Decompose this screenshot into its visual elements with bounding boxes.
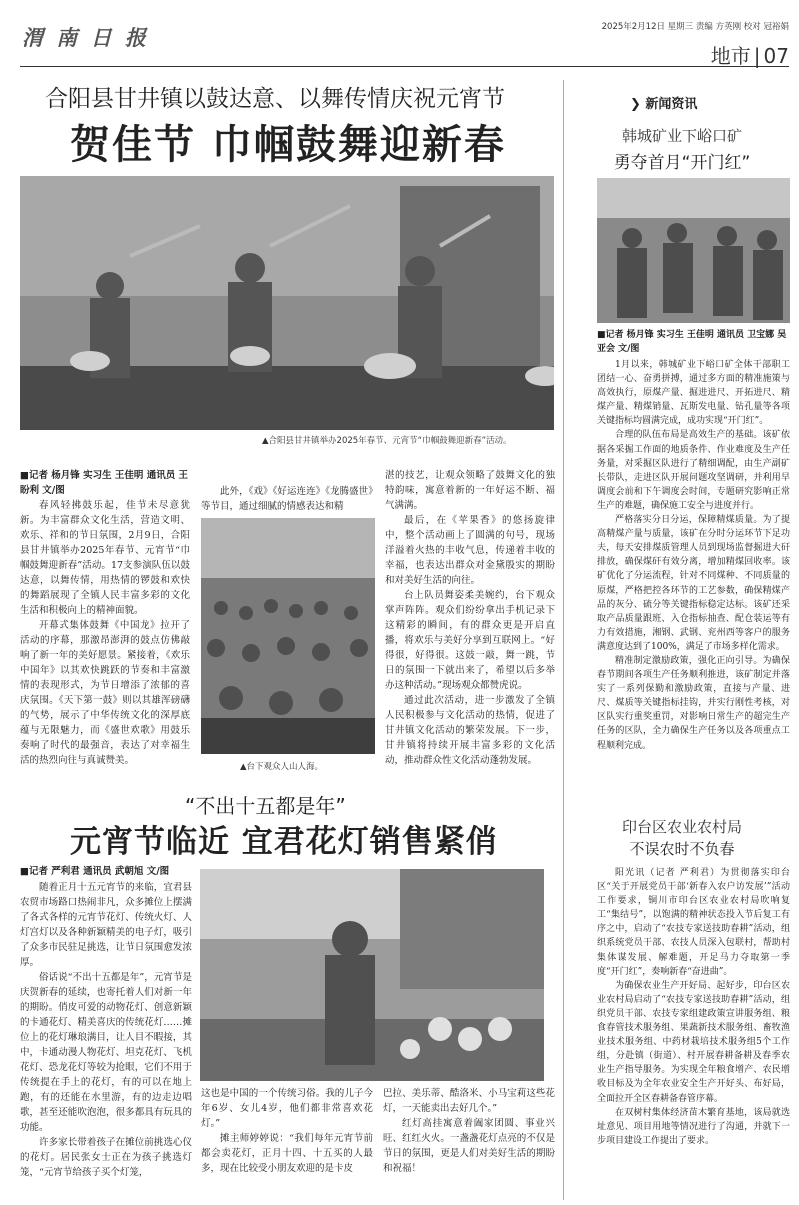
second-subtitle: “不出十五都是年” — [185, 794, 346, 818]
lantern-photo — [200, 869, 544, 1081]
second-column-2 — [201, 1086, 373, 1176]
second-col2-para-2: 摊主师婷婷说：“我们每年元宵节前都会卖花灯，正月十四、十五买的人最多，现在比较受小朋友欢迎的是卡皮 — [201, 1133, 373, 1174]
second-col1-para-1: 随着正月十五元宵节的来临，宜君县农贸市场路口热闹非凡，众多摊位上摆满了各式各样的元宵节花灯、传统火灯、人灯宫灯以及各种新颖精美的电子灯，吸引了众多市民驻足挑选，让节日氛围愈发浓厚。 — [20, 882, 192, 968]
sidebar-story2-para-1: 阳光讯（记者 严利君）为贯彻落实印台区“关于开展党员干部‘新春入农户访发展’”活动工作要求，铜川市印台区农业农村局吹响复工“集结号”，以饱满的精神状态投入节后复工有序之中，启动了“农技专家送技助春耕”活动，组织系统党员干部、农技人员深入包联村，帮助村集体谋发展、解难题，开足马力夺取第一季度“开门红”，奏响新春“奋进曲”。 — [597, 868, 790, 977]
chevron-right-icon: ❯ — [630, 97, 646, 112]
sidebar-story2-body — [597, 866, 790, 1148]
sidebar-story1-byline: ■记者 杨月锋 实习生 王佳明 通讯员 卫宝娜 吴亚会 文/图 — [597, 330, 787, 354]
lead-subtitle: 合阳县甘井镇以鼓达意、以舞传情庆祝元宵节 — [45, 86, 505, 112]
lead-photo-caption: ▲合阳县甘井镇举办2025年春节、元宵节“巾帼鼓舞迎新春”活动。 — [262, 436, 512, 446]
crowd-photo-caption: ▲台下观众人山人海。 — [240, 762, 324, 772]
mine-photo — [597, 178, 790, 323]
lead-col3-para-1: 湛的技艺，让观众领略了鼓舞文化的独特韵味，寓意着新的一年好运不断、福气满满。 — [385, 470, 555, 511]
sidebar-story2-para-2: 为确保农业生产开好局、起好步，印台区农业农村局启动了“农技专家送技助春耕”活动，组织党员干部、农技专家组建政策宣讲服务组、粮食春管技术服务组、果蔬新技术服务组、畜牧渔业技术服务组、中药材栽培技术服务组5个工作组，分赴镇（街道）、村开展春耕备耕及春季农业生产指导服务。为实现全年粮食增产、农民增收目标及为全年农业安全生产开好头、布好局，全面拉开全区春耕备春管序幕。 — [597, 980, 790, 1104]
second-col2-para-1: 这也是中国的一个传统习俗。我的儿子今年6岁、女儿4岁，他们都非常喜欢花灯。” — [201, 1088, 373, 1129]
sidebar-label: ❯ 新闻资讯 — [630, 97, 698, 112]
section-name: 地市 — [710, 44, 751, 68]
newspaper-logo: 渭 南 日 报 — [22, 25, 149, 50]
sidebar-story1-para-4: 精准制定激励政策，强化正向引导。为确保春节期间各项生产任务顺利推进，该矿制定并落实了一系列保勤和激励政策，直接与产量、进尺、煤质等关键指标挂钩，并实行刚性考核，对区队实行重奖重罚，对影响日常生产的超完生产任务的区队，全力确保生产任务以及各项重点工程顺利完成。 — [597, 655, 790, 751]
sidebar-story1-title: 勇夺首月“开门红” — [613, 153, 751, 173]
sidebar-story1-kicker: 韩城矿业下峪口矿 — [621, 127, 742, 145]
sidebar-story1-para-2: 合理的队伍布局是高效生产的基础。该矿依据各采掘工作面的地质条件、作业难度及生产任务量，对采掘区队进行了精细调配，由生产副矿长带队，走进区队开展问题攻坚调研，并利用早调度会前和下午调度会时间，专题研究影响正常生产的难题，确保施工安全与进度并行。 — [597, 430, 790, 511]
lead-col3-para-3: 台上队员舞姿柔美婉约，台下观众掌声阵阵。观众们纷纷拿出手机记录下这精彩的瞬间，有的群众更是开启直播，将欢乐与美好分享到互联网上。“好得很，好得很。这鼓一敲，舞一跳，节日的氛围一下就出来了，希望以后多举办这种活动。”现场观众都赞虎说。 — [385, 590, 555, 691]
sidebar-story2-kicker: 印台区农业农村局 — [621, 818, 742, 836]
crowd-photo — [201, 518, 375, 754]
lead-col3-para-2: 最后，在《苹果香》的悠扬旋律中，整个活动画上了圆满的句号，现场洋溢着火热的丰收气息，传递着丰收的幸福，也表达出群众对金黛殷实的期盼和对美好生活的向往。 — [385, 515, 555, 586]
second-column-3 — [383, 1086, 555, 1176]
section-header: 地市 | 07 — [710, 44, 789, 68]
second-col3-para-2: 红灯高挂寓意着阖家团圆、事业兴旺、红红火火。一盏盏花灯点亮的不仅是节日的氛围，更是人们对美好生活的期盼和祝福！ — [383, 1118, 555, 1174]
lead-title: 贺佳节 巾帼鼓舞迎新春 — [70, 122, 506, 168]
second-title: 元宵节临近 宜君花灯销售紧俏 — [70, 824, 498, 860]
top-rule — [20, 66, 789, 67]
lead-column-3 — [385, 468, 555, 768]
lead-col3-para-4: 通过此次活动，进一步激发了全镇人民积极参与文化活动的热情，促进了甘井镇文化活动的繁荣发展。下一步，甘井镇将持续开展丰富多彩的文化活动，推动群众性文化活动蓬勃发展。 — [385, 695, 555, 766]
second-byline: ■记者 严利君 通讯员 武朝旭 文/图 — [20, 866, 170, 877]
second-column-1 — [20, 880, 192, 1180]
issue-meta: 2025年2月12日 星期三 责编 方英刚 校对 冠裕娟 — [601, 22, 789, 32]
sidebar-story1-body — [597, 358, 790, 753]
lead-col1-para-2: 开幕式集体鼓舞《中国龙》拉开了活动的序幕，那激昂澎湃的鼓点仿佛敲响了新一年的美好愿景。紧接着，《欢乐中国年》以其欢快跳跃的节奏和丰富激情的表现形式，为节日增添了浓郁的喜庆氛围。《天下第一鼓》则以其雄浑磅礴的气势，展示了中华传统文化的深厚底蕴与无限魅力，而《盛世欢歌》用鼓乐奏响了时代的最强音，表达了对幸福生活的热烈向往与真诚赞美。 — [20, 620, 190, 766]
lead-column-1 — [20, 498, 190, 768]
sidebar-story2-para-3: 在双树村集体经济苗木繁育基地，该局就选址意见、项目用地等情况进行了沟通，并就下一步项目建设工作提出了要求。 — [597, 1107, 790, 1146]
lead-byline: ■记者 杨月锋 实习生 王佳明 通讯员 王盼利 文/图 — [20, 470, 189, 496]
second-col1-para-3: 许多家长带着孩子在摊位前挑选心仪的花灯。居民张女士正在为孩子挑选灯笼，“元宵节给孩子买个灯笼， — [20, 1137, 192, 1178]
sidebar-story1-para-3: 严格落实分日分运，保障精煤质量。为了提高精煤产量与质量，该矿在分时分运环节下足功夫，每天安排煤质管理人员到现场监督掘进大矸排放，确保煤矸有效分离，增加精煤回收率。该矿优化了分运流程，针对不同煤种、不同质量的原煤，严格把控各环节的工艺参数，确保精煤产品的灰分、硫分等关键指标稳定达标。该矿还采取产品质量跟班、入仓指标抽查、配仓装运等有力有效措施，湘钢、武钢、兖州西等客户的服务满意度达到了100%，满足了市场多样化需求。 — [597, 515, 790, 652]
lead-photo — [20, 176, 554, 430]
lead-col1-para-1: 春风轻拂鼓乐起，佳节未尽意犹新。为丰富群众文化生活，营造文明、欢乐、祥和的节日氛围，2月9日，合阳县甘井镇举办2025年春节、元宵节“巾帼鼓舞迎新春”活动。17支参演队伍以鼓达意，以舞传情，用热情的锣鼓和欢快的舞蹈展现了全镇人民丰富多彩的文化生活和积极向上的精神面貌。 — [20, 500, 190, 616]
second-col3-para-1: 巴拉、美乐蒂、酷洛米、小马宝莉这些花灯，一天能卖出去好几个。” — [383, 1088, 555, 1114]
sidebar-story1-para-1: 1月以来，韩城矿业下峪口矿全体干部职工团结一心、奋勇拼搏，通过多方面的精准施策与高效执行，原煤产量、掘进进尺、开拓进尺、精煤产量、精煤销量、瓦斯发电量、钻孔量等各项关键指标均圆满完成，成功实现“开门红”。 — [597, 360, 790, 427]
second-col1-para-2: 俗话说“不出十五都是年”，元宵节是庆贺新春的延续，也寄托着人们对新一年的期盼。俏皮可爱的动物花灯、创意新颖的卡通花灯、精美喜庆的传统花灯……摊位上的花灯琳琅满目，让人目不暇接，其中，卡通动漫人物花灯、坦克花灯、飞机花灯、恐龙花灯等较为抢眼，它们不用于传统提在手上的花灯，有的可以在地上跑，有的还能在水里游，有的边走边唱歌，甚至还能吹泡泡，很多都具有玩具的功能。 — [20, 972, 192, 1133]
lead-column-2-top — [201, 484, 373, 514]
page-number: 07 — [763, 44, 789, 68]
sidebar-story2-title: 不误农时不负春 — [629, 840, 735, 858]
lead-col2-para-1: 此外，《戏》《好运连连》《龙腾盛世》等节目，通过细腻的情感表达和精 — [201, 486, 373, 512]
column-divider — [563, 80, 564, 1200]
